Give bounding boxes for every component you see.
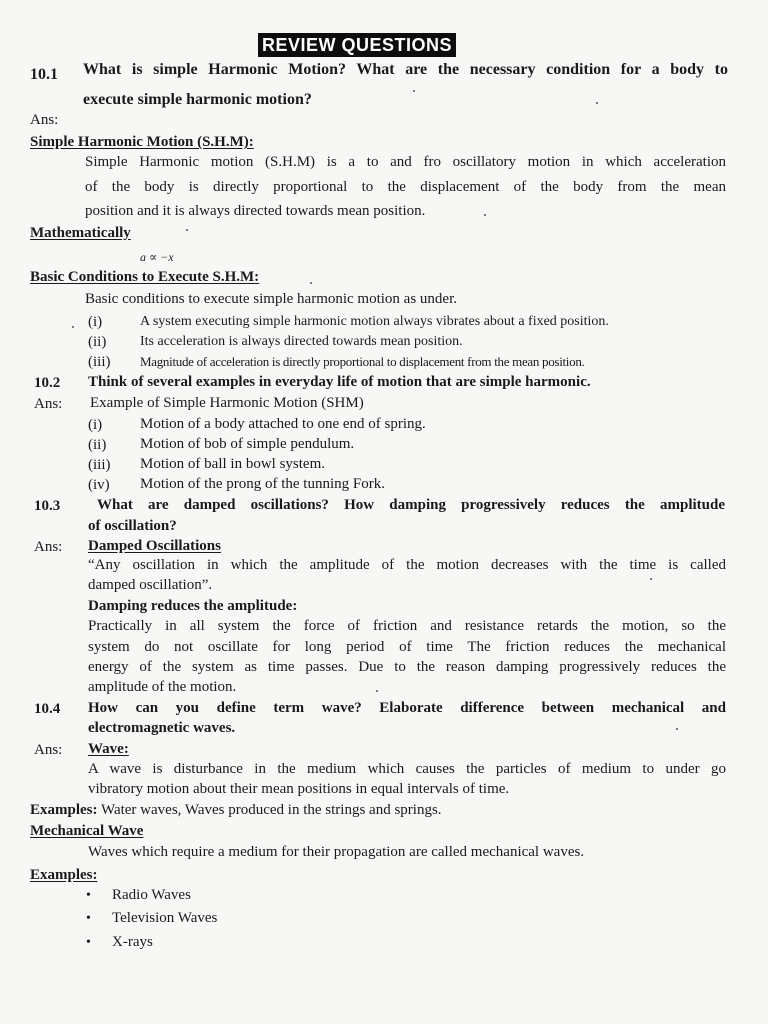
sub-heading: Damping reduces the amplitude: xyxy=(88,598,298,614)
examples-label: Examples: xyxy=(30,802,98,818)
list-item-number: (ii) xyxy=(88,334,107,350)
paragraph-line: Example of Simple Harmonic Motion (SHM) xyxy=(90,395,364,411)
list-item-text: A system executing simple harmonic motion always vibrates about a fixed position. xyxy=(140,314,609,329)
paragraph-line xyxy=(85,178,726,197)
scan-speck xyxy=(72,326,74,328)
question-text xyxy=(83,60,728,79)
bullet-icon: • xyxy=(86,935,91,950)
question-line: What is simple Harmonic Motion? What are the necessary condition for a body to xyxy=(83,61,728,78)
scan-speck xyxy=(413,90,415,92)
list-item-number: (i) xyxy=(88,314,103,330)
list-item-text: Radio Waves xyxy=(112,887,191,903)
scan-speck xyxy=(186,229,188,231)
list-item-text: Motion of ball in bowl system. xyxy=(140,456,325,472)
answer-label: Ans: xyxy=(34,539,63,555)
paragraph-line xyxy=(88,617,726,636)
question-text xyxy=(88,699,726,718)
section-heading: Examples: xyxy=(30,867,98,883)
section-heading: Mechanical Wave xyxy=(30,823,144,839)
paragraph-text: energy of the system as time passes. Due to the reason damping progressively reduces the xyxy=(88,659,726,675)
formula: a ∝ −x xyxy=(140,250,174,264)
paragraph-text: system do not oscillate for long period of time The friction reduces the mechanical xyxy=(88,639,726,655)
examples-line xyxy=(30,801,442,820)
list-item-number: (iii) xyxy=(88,457,111,473)
list-item-text: Its acceleration is always directed towards mean position. xyxy=(140,334,463,349)
paragraph-line xyxy=(88,760,726,779)
list-item-number: (iv) xyxy=(88,477,110,493)
page-title: REVIEW QUESTIONS xyxy=(258,33,456,57)
list-item-text: Motion of the prong of the tunning Fork. xyxy=(140,476,385,492)
paragraph-line: Waves which require a medium for their propagation are called mechanical waves. xyxy=(88,844,585,860)
paragraph-line: damped oscillation”. xyxy=(88,577,213,593)
paragraph-text: “Any oscillation in which the amplitude of the motion decreases with the time is called xyxy=(88,557,726,573)
question-line: electromagnetic waves. xyxy=(88,720,236,736)
section-heading: Wave: xyxy=(88,741,129,757)
question-text xyxy=(97,496,725,515)
section-heading: Basic Conditions to Execute S.H.M: xyxy=(30,269,260,285)
bullet-icon: • xyxy=(86,888,91,903)
list-item-text: X-rays xyxy=(112,934,153,950)
answer-label: Ans: xyxy=(34,396,63,412)
question-line: How can you define term wave? Elaborate difference between mechanical and xyxy=(88,700,726,716)
paragraph-line xyxy=(85,153,726,172)
paragraph-text: Simple Harmonic motion (S.H.M) is a to and fro oscillatory motion in which acceleration xyxy=(85,154,726,170)
paragraph-text: of the body is directly proportional to the displacement of the body from the mean xyxy=(85,179,726,195)
list-item-number: (iii) xyxy=(88,354,111,370)
paragraph-line xyxy=(88,638,726,657)
question-text: Think of several examples in everyday life of motion that are simple harmonic. xyxy=(88,374,591,390)
list-item-number: (i) xyxy=(88,417,103,433)
paragraph-line xyxy=(88,556,726,575)
question-line: execute simple harmonic motion? xyxy=(83,91,312,108)
scan-speck xyxy=(310,282,312,284)
section-heading: Mathematically xyxy=(30,225,131,241)
scan-speck xyxy=(376,690,378,692)
list-item-text: Motion of a body attached to one end of spring. xyxy=(140,416,426,432)
paragraph-line xyxy=(88,658,726,677)
paragraph-line: vibratory motion about their mean positions in equal intervals of time. xyxy=(88,781,510,797)
scan-speck xyxy=(596,102,598,104)
paragraph-line: amplitude of the motion. xyxy=(88,679,237,695)
question-number: 10.4 xyxy=(34,701,61,717)
list-item-number: (ii) xyxy=(88,437,107,453)
list-item-text: Magnitude of acceleration is directly proportional to displacement from the mean position. xyxy=(140,354,585,369)
paragraph-text: Practically in all system the force of friction and resistance retards the motion, so the xyxy=(88,618,726,634)
question-line: of oscillation? xyxy=(88,518,177,534)
section-heading: Damped Oscillations xyxy=(88,538,221,554)
question-number: 10.3 xyxy=(34,498,61,514)
scan-speck xyxy=(676,728,678,730)
bullet-icon: • xyxy=(86,911,91,926)
scan-speck xyxy=(650,578,652,580)
examples-text: Water waves, Waves produced in the strings and springs. xyxy=(100,802,442,818)
paragraph-text: A wave is disturbance in the medium which causes the particles of medium to under go xyxy=(88,761,726,777)
scan-speck xyxy=(484,214,486,216)
answer-label: Ans: xyxy=(34,742,63,758)
question-number: 10.1 xyxy=(30,66,58,83)
question-line: What are damped oscillations? How damping progressively reduces the amplitude xyxy=(97,497,725,513)
answer-label: Ans: xyxy=(30,112,59,128)
section-heading: Simple Harmonic Motion (S.H.M): xyxy=(30,134,254,150)
paragraph-line: Basic conditions to execute simple harmonic motion as under. xyxy=(85,291,458,307)
paragraph-line: position and it is always directed towards mean position. xyxy=(85,203,426,219)
list-item-text: Motion of bob of simple pendulum. xyxy=(140,436,355,452)
question-number: 10.2 xyxy=(34,375,61,391)
list-item-text: Television Waves xyxy=(112,910,218,926)
